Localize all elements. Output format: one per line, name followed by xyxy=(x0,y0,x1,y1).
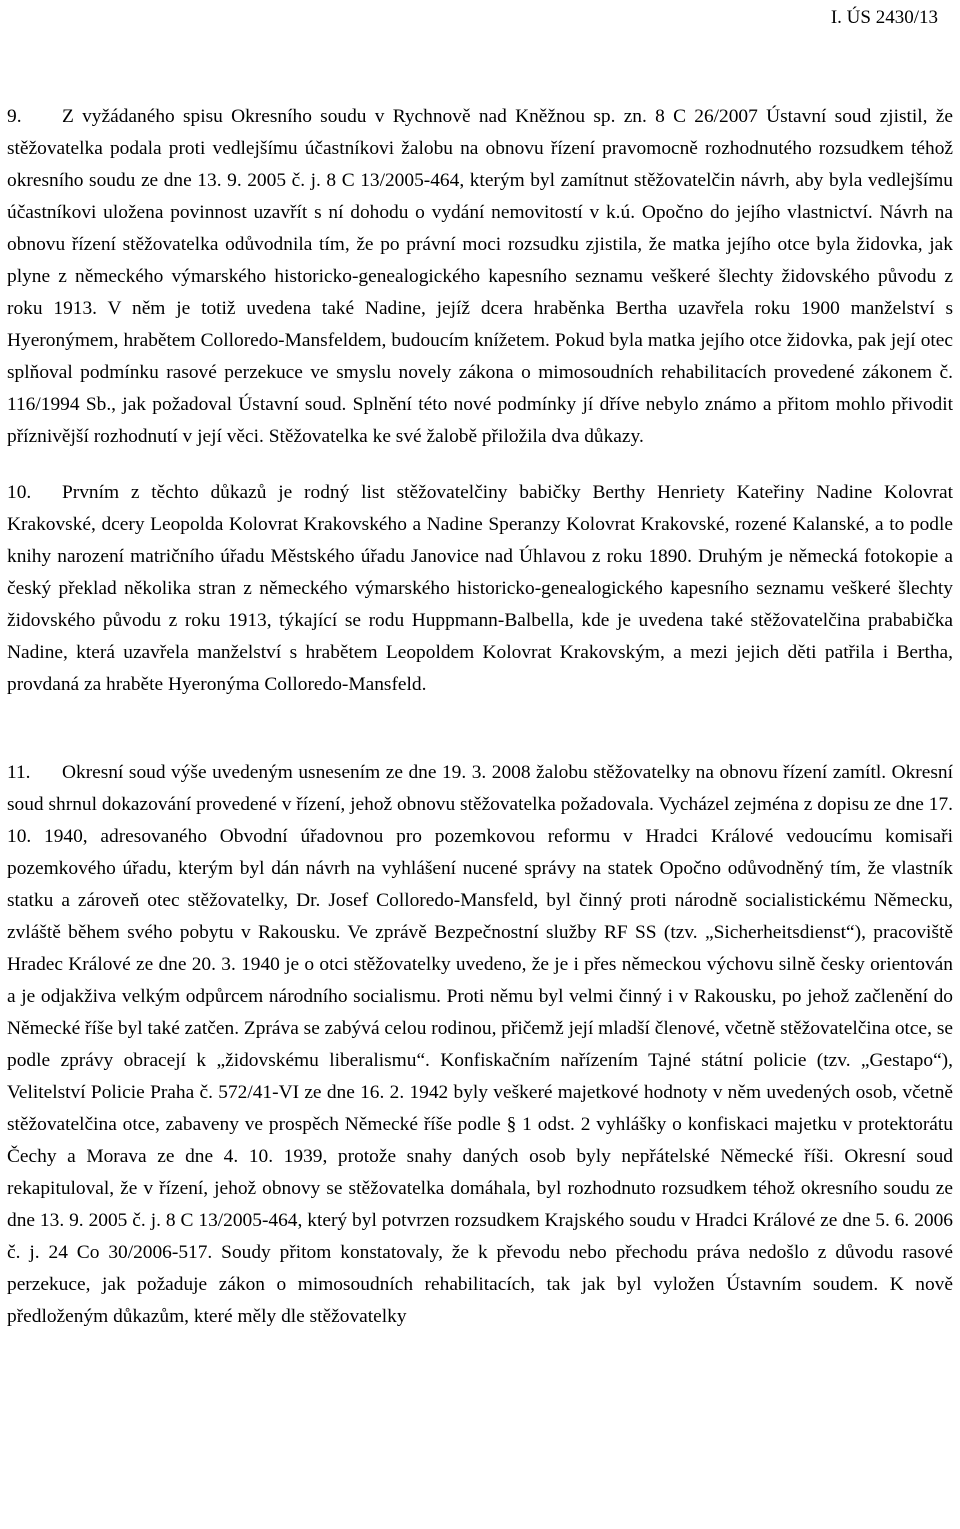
paragraph-number: 9. xyxy=(7,106,22,127)
paragraph-number: 11. xyxy=(7,762,31,783)
case-reference: I. ÚS 2430/13 xyxy=(830,7,938,28)
paragraph-text: Prvním z těchto důkazů je rodný list stěžovatelčiny babičky Berthy Henriety Kateřiny Nadine Kolovrat Krakovské, dcery Leopolda Kolovrat Krakovského a Nadine Speranzy Kolovrat Krakovské, rozené Kalanské, a to podle knihy narození matričního úřadu Městského úřadu Janovice nad Úhlavou z roku 1890. Druhým je německá fotokopie a český překlad několika stran z německého výmarského historicko-genealogického kapesního seznamu veškeré šlechty židovského původu z roku 1913, týkající se rodu Huppmann-Balbella, kde je uvedena také stěžovatelčina prababička Nadine, která uzavřela manželství s hrabětem Leopoldem Kolovrat Krakovským, a mezi jejich děti patřila i Bertha, provdaná za hraběte Hyeronýma Colloredo-Mansfeld. xyxy=(7,482,953,695)
paragraph-9 xyxy=(7,101,953,453)
paragraph-11 xyxy=(7,757,953,1333)
paragraph-text: Okresní soud výše uvedeným usnesením ze dne 19. 3. 2008 žalobu stěžovatelky na obnovu řízení zamítl. Okresní soud shrnul dokazování provedené v řízení, jehož obnovu stěžovatelka požadovala. Vycházel zejména z dopisu ze dne 17. 10. 1940, adresovaného Obvodní úřadovnou pro pozemkovou reformu v Hradci Králové vedoucímu komisaři pozemkového úřadu, kterým byl dán návrh na vyhlášení nucené správy na statek Opočno odůvodněný tím, že vlastník statku a zároveň otec stěžovatelky, Dr. Josef Colloredo-Mansfeld, byl činný proti národně socialistickému Německu, zvláště během svého pobytu v Rakousku. Ve zprávě Bezpečnostní služby RF SS (tzv. „Sicherheitsdienst“), pracoviště Hradec Králové ze dne 20. 3. 1940 je o otci stěžovatelky uvedeno, že je i přes německou výchovu silně česky orientován a je odjakživa velkým odpůrcem národního socialismu. Proti němu byl velmi činný i v Rakousku, po jehož začlenění do Německé říše byl také zatčen. Zpráva se zabývá celou rodinou, přičemž její mladší členové, včetně stěžovatelčina otce, se podle zprávy obracejí k „židovskému liberalismu“. Konfiskačním nařízením Tajné státní policie (tzv. „Gestapo“), Velitelství Policie Praha č. 572/41-VI ze dne 16. 2. 1942 byly veškeré majetkové hodnoty v něm uvedených osob, včetně stěžovatelčina otce, zabaveny ve prospěch Německé říše podle § 1 odst. 2 vyhlášky o konfiskaci majetku v protektorátu Čechy a Morava ze dne 4. 10. 1939, protože snahy daných osob byly nepřátelské Německé říši. Okresní soud rekapituloval, že v řízení, jehož obnovy se stěžovatelka domáhala, byl rozhodnuto rozsudkem téhož okresního soudu ze dne 13. 9. 2005 č. j. 8 C 13/2005-464, který byl potvrzen rozsudkem Krajského soudu v Hradci Králové ze dne 5. 6. 2006 č. j. 24 Co 30/2006-517. Soudy přitom konstatovaly, že k převodu nebo přechodu práva nedošlo z důvodu rasové perzekuce, jak požaduje zákon o mimosoudních rehabilitacích, tak jak byl vyložen Ústavním soudem. K nově předloženým důkazům, které měly dle stěžovatelky xyxy=(7,762,953,1327)
paragraph-text: Z vyžádaného spisu Okresního soudu v Rychnově nad Kněžnou sp. zn. 8 C 26/2007 Ústavní soud zjistil, že stěžovatelka podala proti vedlejšímu účastníkovi žalobu na obnovu řízení pravomocně rozhodnutého rozsudkem téhož okresního soudu ze dne 13. 9. 2005 č. j. 8 C 13/2005-464, kterým byl zamítnut stěžovatelčin návrh, aby byla vedlejšímu účastníkovi uložena povinnost uzavřít s ní dohodu o vydání nemovitostí v k.ú. Opočno do jejího vlastnictví. Návrh na obnovu řízení stěžovatelka odůvodnila tím, že po právní moci rozsudku zjistila, že matka jejího otce byla židovka, jak plyne z německého výmarského historicko-genealogického kapesního seznamu veškeré šlechty židovského původu z roku 1913. V něm je totiž uvedena také Nadine, jejíž dcera hraběnka Bertha uzavřela roku 1900 manželství s Hyeronýmem, hrabětem Colloredo-Mansfeldem, budoucím knížetem. Pokud byla matka jejího otce židovka, pak její otec splňoval podmínku rasové perzekuce ve smyslu novely zákona o mimosoudních rehabilitacích provedené zákonem č. 116/1994 Sb., jak požadoval Ústavní soud. Splnění této nové podmínky jí dříve nebylo známo a přitom mohlo přivodit příznivější rozhodnutí v její věci. Stěžovatelka ke své žalobě přiložila dva důkazy. xyxy=(7,106,953,447)
document-body xyxy=(7,101,953,1333)
paragraph-10 xyxy=(7,477,953,701)
paragraph-number: 10. xyxy=(7,482,32,503)
